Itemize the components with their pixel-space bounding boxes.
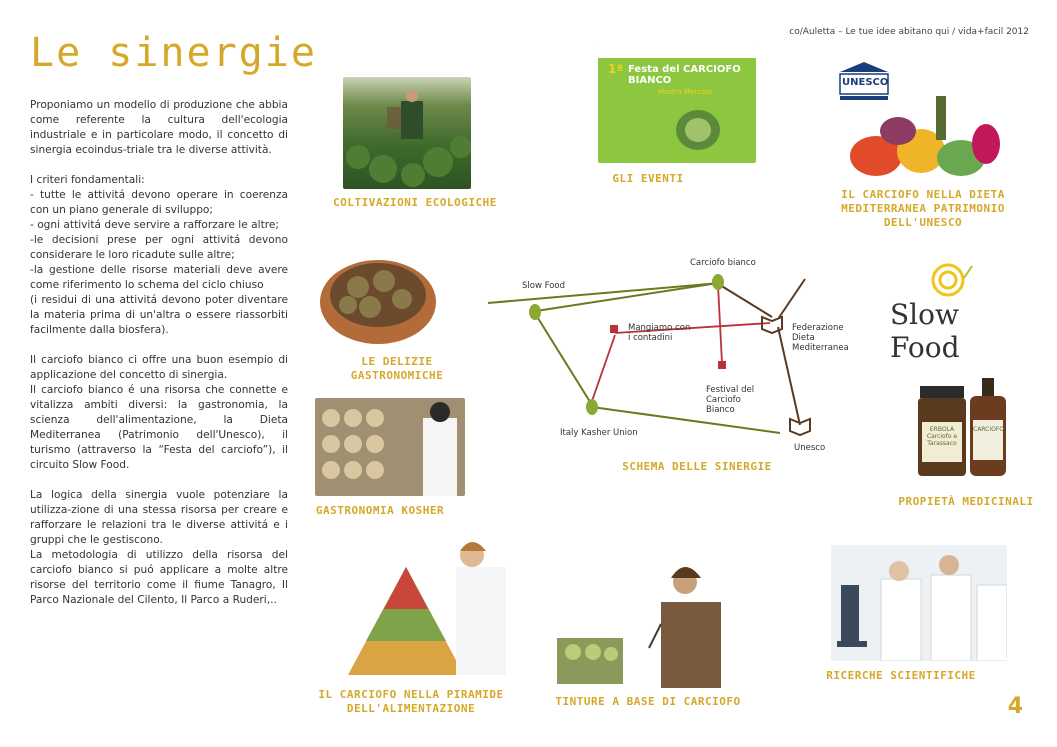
node-unesco: Unesco [794, 443, 826, 453]
body-paragraph: - ogni attivitá deve servire a rafforzare le altre; [30, 219, 279, 231]
unesco-label: UNESCO [842, 77, 889, 88]
node-mangiamo: Mangiamo con i contadini [628, 323, 691, 343]
food-illustration [836, 96, 1004, 180]
lab-illustration [831, 545, 1007, 661]
node-festival: Festival del Carciofo Bianco [706, 385, 755, 415]
slow-food-logo [890, 262, 1030, 364]
caption-medicinali: PROPIETÀ MEDICINALI [898, 495, 1034, 508]
body-paragraph: (i residui di una attivitá devono poter diventare la materia prima di un'altra o essere riassorbiti facilmente dalla biosfera). [30, 294, 288, 336]
page-title: Le sinergie [30, 30, 317, 76]
node-federazione: Federazione Dieta Mediterranea [792, 323, 849, 353]
caption-piramide: IL CARCIOFO NELLA PIRAMIDE DELL'ALIMENTAZIONE [318, 688, 504, 715]
bakery-illustration [315, 398, 465, 496]
node-carciofo-bianco: Carciofo bianco [690, 258, 756, 268]
food-pyramid-photo [344, 537, 508, 677]
caption-kosher: GASTRONOMIA KOSHER [315, 504, 445, 517]
header-credit: co/Auletta – Le tue idee abitano qui / vida+facil 2012 [789, 27, 1029, 37]
caption-tinture: TINTURE A BASE DI CARCIOFO [555, 695, 741, 708]
body-paragraph: Il carciofo bianco ci offre una buon esempio di applicazione del concetto di sinergia. [30, 354, 288, 381]
body-paragraph: - tutte le attivitá devono operare in coerenza con un piano generale di sviluppo; [30, 189, 288, 216]
bottle-right-label: CARCIOFO [973, 426, 1005, 433]
slow-food-wordmark: Slow Food [890, 298, 960, 364]
artichoke-node-icons [529, 274, 724, 415]
page-number: 4 [1007, 694, 1023, 719]
caption-ricerche: RICERCHE SCIENTIFICHE [826, 669, 976, 682]
node-italy-kasher: Italy Kasher Union [560, 428, 638, 438]
body-paragraph: I criteri fondamentali: [30, 174, 145, 186]
artichoke-dish-photo [318, 247, 438, 347]
body-paragraph: -le decisioni prese per ogni attivitá devono considerare le loro ricadute sulle altre; [30, 234, 288, 261]
body-paragraph: La logica della sinergia vuole potenziare la utilizza-zione di una stessa risorsa per creare e rafforzare le relazioni tra le diverse attivitá e i gruppi che le gestiscono. [30, 489, 288, 546]
node-slow-food: Slow Food [522, 281, 565, 291]
poster-edition: 1ª [608, 62, 624, 76]
dish-illustration [318, 247, 438, 347]
body-paragraph: Il carciofo bianco é una risorsa che connette e vitalizza ambiti diversi: la gastronomia, la scienza dell'alimentazione, la Dieta Mediterranea (Patrimonio dell'Unesco), il turismo (attraverso la “Festa del carciofo”), il circuito Slow Food. [30, 384, 288, 471]
pyramid-illustration [344, 537, 508, 677]
body-paragraph: La metodologia di utilizzo della risorsa del carciofo bianco si puó applicare a molte altre risorse del territorio come il fiume Tanagro, Il Parco Nazionale del Cilento, Il Parco a Ruderi,.. [30, 549, 288, 606]
body-paragraph: Proponiamo un modello di produzione che abbia come referente la cultura dell'ecologia industriale e in particolare modo, il concetto di sinergia ecoindus-triale tra le diverse attività. [30, 99, 288, 156]
kosher-bakery-photo [315, 398, 465, 496]
artichoke-icon [668, 102, 728, 152]
farmer-illustration [343, 77, 471, 189]
body-paragraph: -la gestione delle risorse materiali deve avere come riferimento lo schema del ciclo chiuso [30, 264, 288, 291]
medicinal-bottles-photo [914, 378, 1014, 478]
caption-schema: SCHEMA DELLE SINERGIE [622, 460, 772, 473]
caption-delizie: LE DELIZIE GASTRONOMICHE [350, 355, 444, 382]
event-poster [598, 44, 756, 163]
caption-unesco: IL CARCIOFO NELLA DIETA MEDITERRANEA PATRIMONIO DELL'UNESCO [841, 188, 1005, 229]
field-photo [343, 77, 471, 189]
poster-event: Festa del CARCIOFO BIANCO [628, 64, 741, 86]
mediterranean-food-photo [836, 96, 1004, 180]
body-text [30, 98, 288, 608]
caption-coltivazioni: COLTIVAZIONI ECOLOGICHE [333, 196, 497, 209]
dyeing-illustration [553, 554, 769, 688]
snail-icon [928, 262, 978, 298]
poster-subtitle: Mostra Mercato [658, 88, 713, 96]
scientists-photo [831, 545, 1007, 661]
dyeing-photo [553, 554, 769, 688]
bottle-left-label: ERBOLA Carciofo e Tarassaco [926, 426, 958, 447]
caption-eventi: GLI EVENTI [612, 172, 684, 185]
